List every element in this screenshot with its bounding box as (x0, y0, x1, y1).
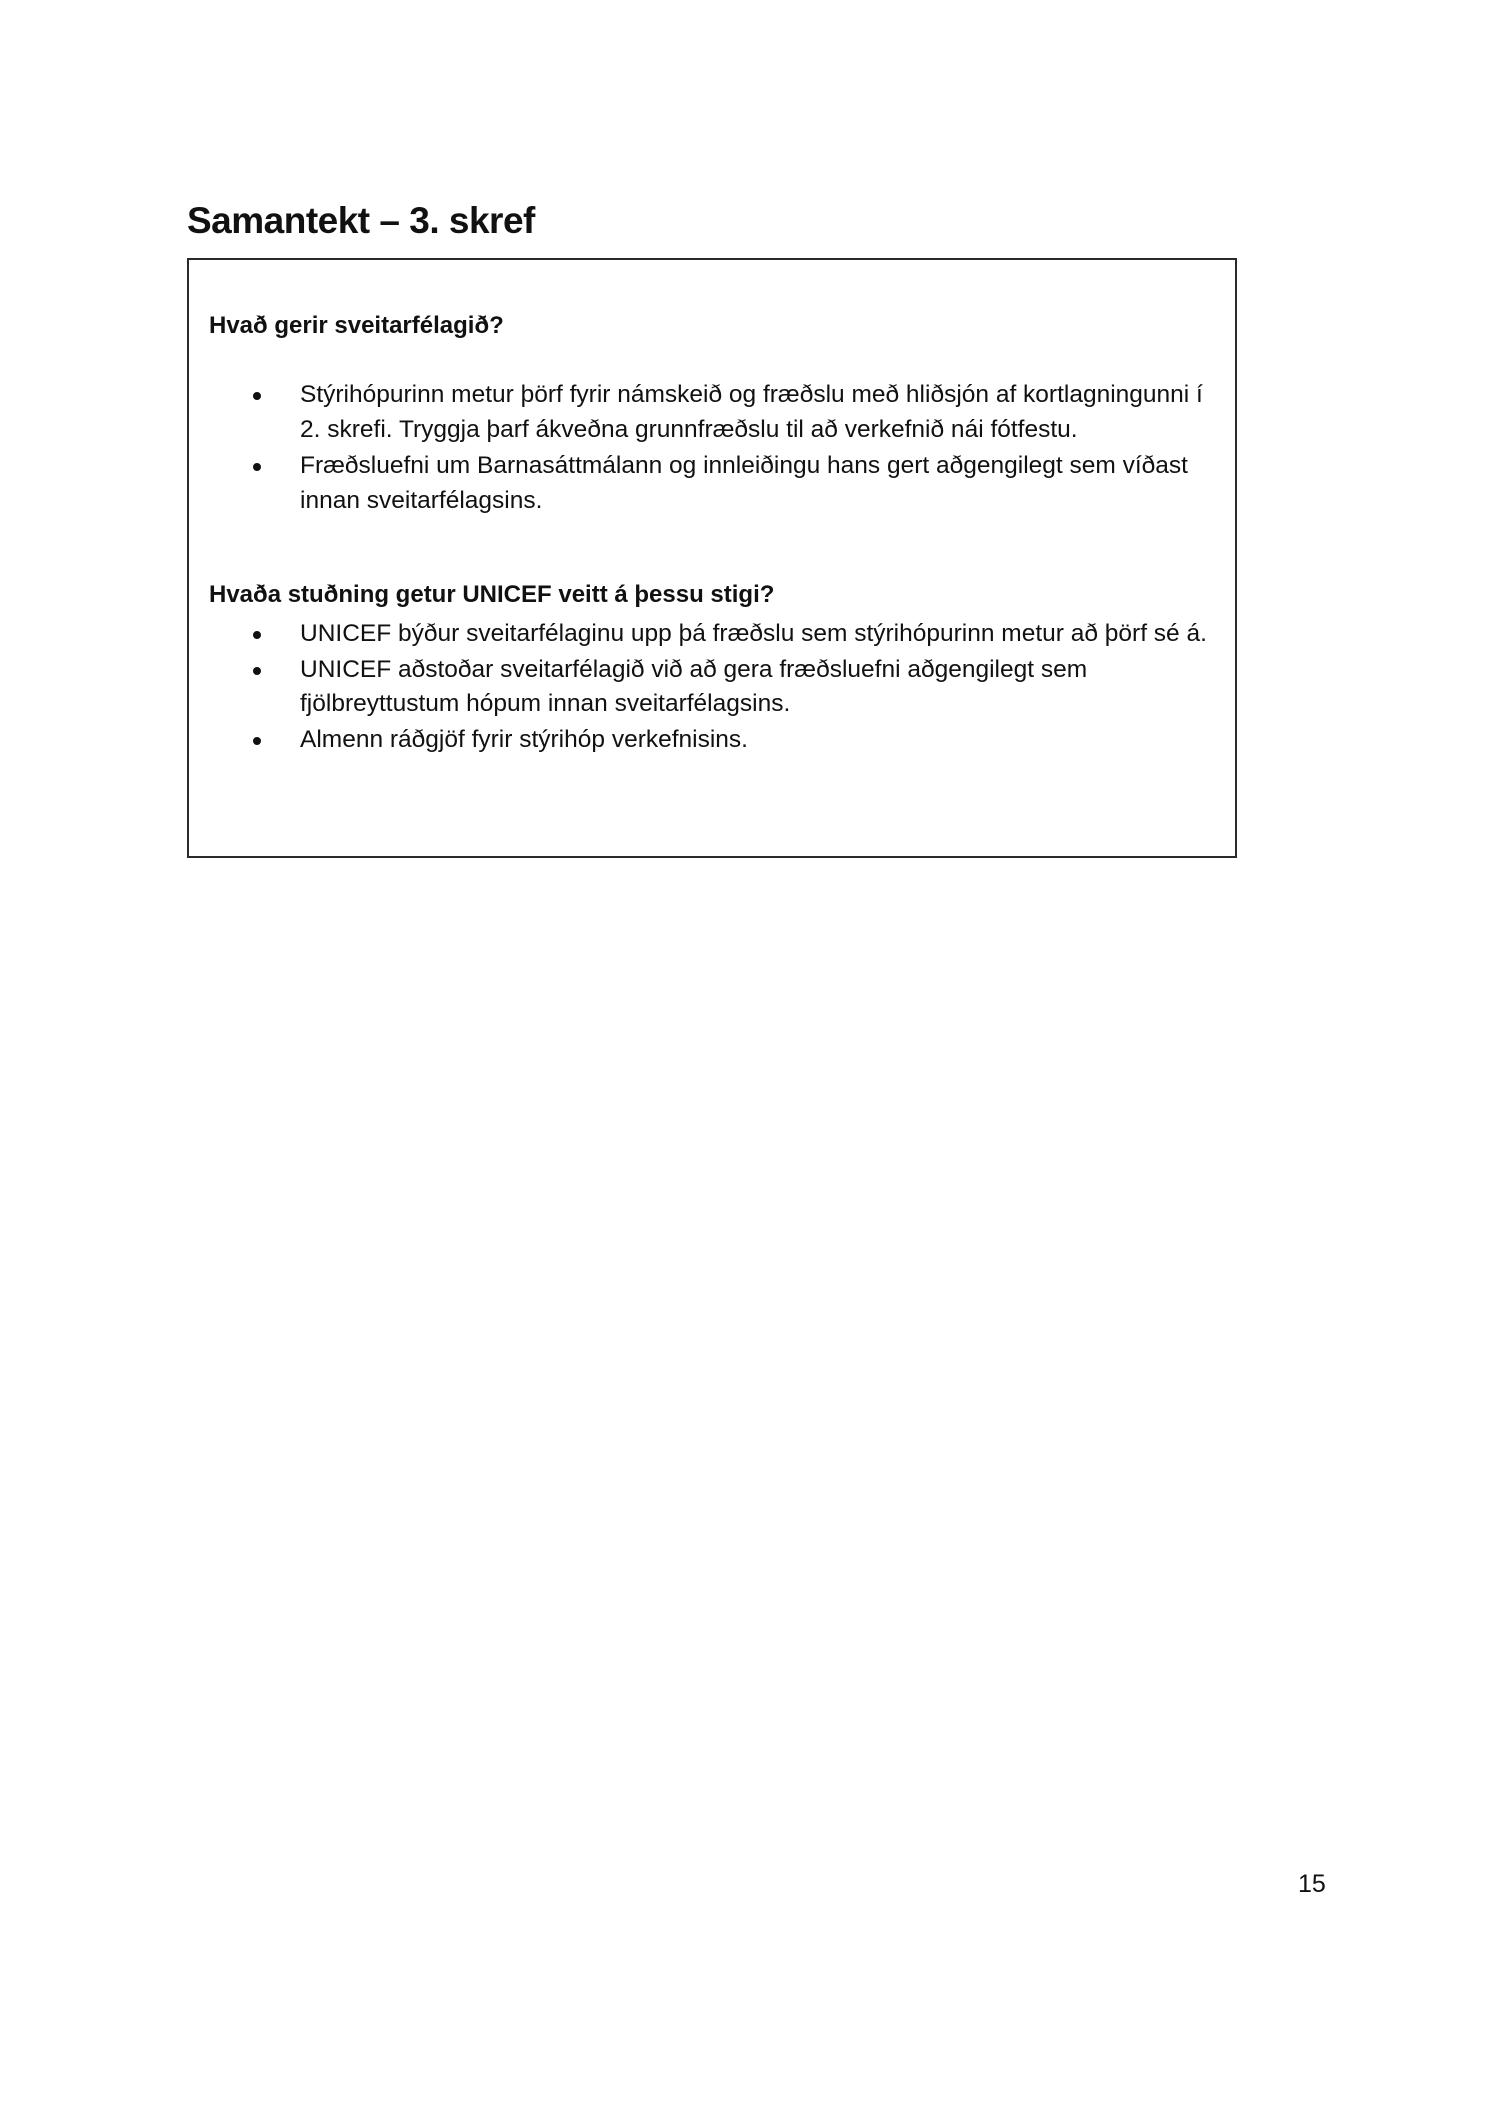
page-number: 15 (1298, 1870, 1326, 1898)
list-item: Stýrihópurinn metur þörf fyrir námskeið og fræðslu með hliðsjón af kortlagningunni í 2. skrefi. Tryggja þarf ákveðna grunnfræðslu til að verkefnið nái fótfestu. (209, 378, 1209, 447)
section-heading-municipality: Hvað gerir sveitarfélagið? (209, 312, 504, 339)
list-item: Almenn ráðgjöf fyrir stýrihóp verkefnisins. (209, 723, 1209, 758)
section-heading-unicef-support: Hvaða stuðning getur UNICEF veitt á þessu stigi? (209, 581, 775, 608)
municipality-task-list (209, 378, 1209, 518)
list-item: UNICEF aðstoðar sveitarfélagið við að gera fræðsluefni aðgengilegt sem fjölbreyttustum hópum innan sveitarfélagsins. (209, 653, 1209, 722)
list-item: Fræðsluefni um Barnasáttmálann og innleiðingu hans gert aðgengilegt sem víðast innan sveitarfélagsins. (209, 449, 1209, 518)
page-heading: Samantekt – 3. skref (187, 200, 535, 241)
summary-box (187, 258, 1237, 858)
list-item: UNICEF býður sveitarfélaginu upp þá fræðslu sem stýrihópurinn metur að þörf sé á. (209, 617, 1209, 652)
unicef-support-list (209, 617, 1209, 757)
